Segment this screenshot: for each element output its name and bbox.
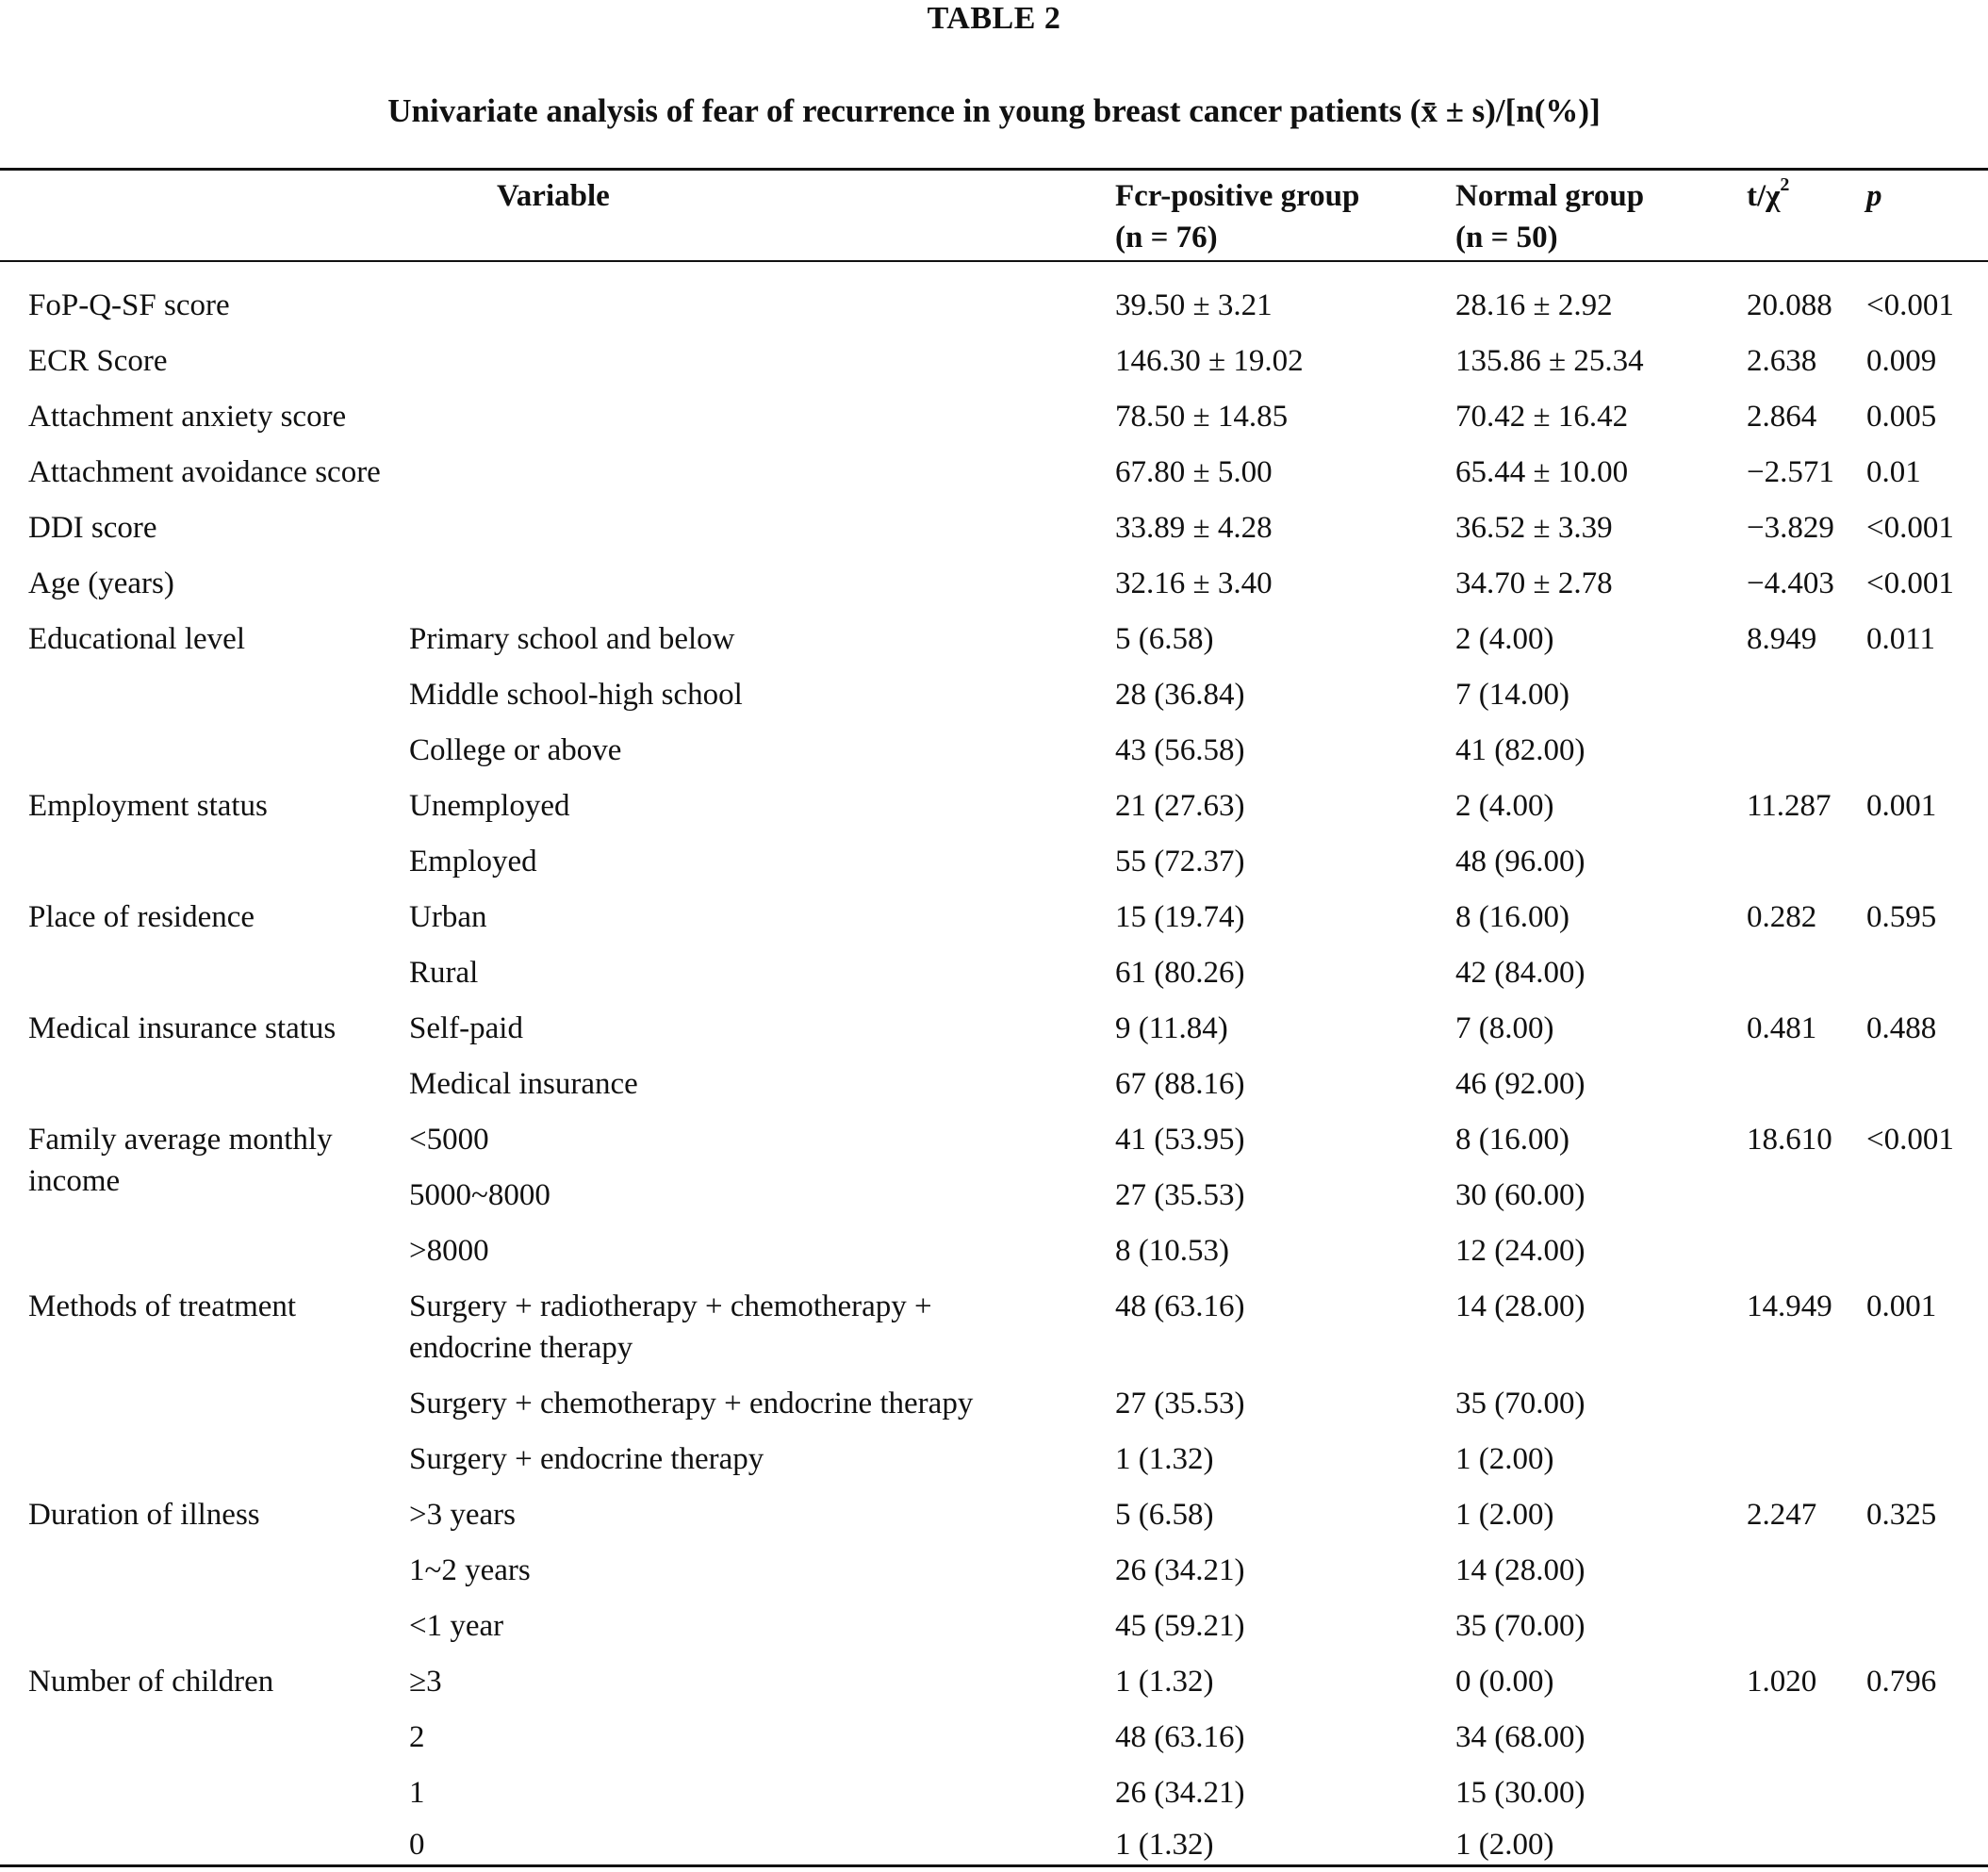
row-emp-level-label: Unemployed: [409, 789, 570, 823]
row-inc-p: <0.001: [1866, 1123, 1954, 1157]
row-child-level-normal: 34 (68.00): [1455, 1720, 1585, 1754]
row-ddi-fcr: 33.89 ± 4.28: [1115, 511, 1273, 545]
row-treat-level-fcr: 1 (1.32): [1115, 1442, 1214, 1476]
row-treat-variable: Methods of treatment: [28, 1289, 297, 1323]
row-fopq-p: <0.001: [1866, 288, 1954, 322]
row-age-p: <0.001: [1866, 567, 1954, 600]
header-fcr-line1: Fcr-positive group: [1115, 179, 1360, 213]
row-inc-level-fcr: 41 (53.95): [1115, 1123, 1245, 1157]
row-ecr-variable: ECR Score: [28, 344, 168, 378]
row-ecr-t: 2.638: [1747, 344, 1817, 378]
row-fopq-fcr: 39.50 ± 3.21: [1115, 288, 1273, 322]
row-age-normal: 34.70 ± 2.78: [1455, 567, 1613, 600]
row-ddi-p: <0.001: [1866, 511, 1954, 545]
header-variable: Variable: [497, 179, 610, 213]
row-child-level-label: 2: [409, 1720, 425, 1754]
row-edu-level-label: College or above: [409, 733, 622, 767]
header-t-sup: 2: [1780, 174, 1790, 195]
row-ins-level-label: Self-paid: [409, 1011, 523, 1045]
row-dur-variable: Duration of illness: [28, 1498, 260, 1532]
row-treat-level-fcr: 27 (35.53): [1115, 1387, 1245, 1420]
table-label: TABLE 2: [927, 1, 1061, 36]
row-treat-p: 0.001: [1866, 1289, 1937, 1323]
row-emp-level-fcr: 55 (72.37): [1115, 845, 1245, 879]
row-avoidance-t: −2.571: [1747, 455, 1834, 489]
row-edu-level-fcr: 28 (36.84): [1115, 678, 1245, 712]
row-child-level-fcr: 1 (1.32): [1115, 1828, 1214, 1862]
row-dur-p: 0.325: [1866, 1498, 1937, 1532]
header-t-base: t/χ: [1747, 179, 1781, 213]
row-dur-level-fcr: 5 (6.58): [1115, 1498, 1214, 1532]
row-child-variable: Number of children: [28, 1665, 274, 1699]
row-treat-level-normal: 35 (70.00): [1455, 1387, 1585, 1420]
header-normal-line2: (n = 50): [1455, 221, 1558, 255]
row-ddi-t: −3.829: [1747, 511, 1834, 545]
row-inc-level-normal: 30 (60.00): [1455, 1178, 1585, 1212]
row-anxiety-fcr: 78.50 ± 14.85: [1115, 400, 1289, 434]
row-dur-level-normal: 14 (28.00): [1455, 1553, 1585, 1587]
row-child-level-label: 0: [409, 1828, 425, 1862]
top-rule: [0, 168, 1988, 171]
row-emp-t: 11.287: [1747, 789, 1832, 823]
row-res-p: 0.595: [1866, 900, 1937, 934]
row-treat-level-label-line1: Surgery + radiotherapy + chemotherapy +: [409, 1289, 932, 1323]
row-res-level-fcr: 61 (80.26): [1115, 956, 1245, 990]
header-t-chi2: [1747, 175, 1789, 217]
row-treat-level-label: Surgery + endocrine therapy: [409, 1442, 764, 1476]
row-avoidance-variable: Attachment avoidance score: [28, 455, 381, 489]
row-child-level-normal: 15 (30.00): [1455, 1776, 1585, 1810]
row-edu-level-fcr: 43 (56.58): [1115, 733, 1245, 767]
row-dur-level-normal: 35 (70.00): [1455, 1609, 1585, 1643]
row-inc-level-label: <5000: [409, 1123, 489, 1157]
row-ecr-fcr: 146.30 ± 19.02: [1115, 344, 1304, 378]
row-child-level-normal: 0 (0.00): [1455, 1665, 1554, 1699]
row-res-level-label: Urban: [409, 900, 487, 934]
row-ecr-normal: 135.86 ± 25.34: [1455, 344, 1644, 378]
row-ins-level-fcr: 67 (88.16): [1115, 1067, 1245, 1101]
row-anxiety-t: 2.864: [1747, 400, 1817, 434]
row-edu-p: 0.011: [1866, 622, 1936, 656]
row-res-level-fcr: 15 (19.74): [1115, 900, 1245, 934]
row-res-level-normal: 8 (16.00): [1455, 900, 1569, 934]
row-emp-level-fcr: 21 (27.63): [1115, 789, 1245, 823]
row-inc-level-normal: 12 (24.00): [1455, 1234, 1585, 1268]
row-inc-level-fcr: 27 (35.53): [1115, 1178, 1245, 1212]
row-child-level-label: ≥3: [409, 1665, 442, 1699]
row-dur-level-label: <1 year: [409, 1609, 504, 1643]
row-dur-level-label: >3 years: [409, 1498, 516, 1532]
table-caption: Univariate analysis of fear of recurrence in young breast cancer patients (x̄ ± s)/[n(%)]: [387, 92, 1601, 129]
header-normal-line1: Normal group: [1455, 179, 1645, 213]
row-ins-p: 0.488: [1866, 1011, 1937, 1045]
header-fcr-line2: (n = 76): [1115, 221, 1218, 255]
row-ins-level-label: Medical insurance: [409, 1067, 638, 1101]
row-child-level-label: 1: [409, 1776, 425, 1810]
row-child-level-fcr: 1 (1.32): [1115, 1665, 1214, 1699]
row-emp-variable: Employment status: [28, 789, 268, 823]
row-edu-level-normal: 41 (82.00): [1455, 733, 1585, 767]
row-age-t: −4.403: [1747, 567, 1834, 600]
row-edu-level-label: Primary school and below: [409, 622, 735, 656]
row-child-p: 0.796: [1866, 1665, 1937, 1699]
row-fopq-normal: 28.16 ± 2.92: [1455, 288, 1613, 322]
row-treat-level-label: Surgery + chemotherapy + endocrine therapy: [409, 1387, 974, 1420]
row-ins-level-normal: 7 (8.00): [1455, 1011, 1554, 1045]
row-dur-level-fcr: 45 (59.21): [1115, 1609, 1245, 1643]
row-age-variable: Age (years): [28, 567, 174, 600]
row-treat-level-label-line2: endocrine therapy: [409, 1331, 633, 1365]
row-child-t: 1.020: [1747, 1665, 1817, 1699]
row-emp-p: 0.001: [1866, 789, 1937, 823]
row-age-fcr: 32.16 ± 3.40: [1115, 567, 1273, 600]
bottom-rule: [0, 1864, 1988, 1867]
row-ecr-p: 0.009: [1866, 344, 1937, 378]
row-child-level-fcr: 26 (34.21): [1115, 1776, 1245, 1810]
row-avoidance-normal: 65.44 ± 10.00: [1455, 455, 1629, 489]
row-dur-t: 2.247: [1747, 1498, 1817, 1532]
row-treat-level-normal: 1 (2.00): [1455, 1442, 1554, 1476]
row-treat-t: 14.949: [1747, 1289, 1832, 1323]
row-ins-level-normal: 46 (92.00): [1455, 1067, 1585, 1101]
row-res-variable: Place of residence: [28, 900, 255, 934]
row-emp-level-normal: 2 (4.00): [1455, 789, 1554, 823]
row-anxiety-p: 0.005: [1866, 400, 1937, 434]
row-treat-level-fcr: 48 (63.16): [1115, 1289, 1245, 1323]
row-inc-level-label: 5000~8000: [409, 1178, 550, 1212]
row-inc-variable-line1: Family average monthly: [28, 1123, 333, 1157]
row-edu-level-fcr: 5 (6.58): [1115, 622, 1214, 656]
row-dur-level-label: 1~2 years: [409, 1553, 531, 1587]
row-ins-variable: Medical insurance status: [28, 1011, 337, 1045]
row-dur-level-normal: 1 (2.00): [1455, 1498, 1554, 1532]
row-ins-level-fcr: 9 (11.84): [1115, 1011, 1228, 1045]
header-p: p: [1866, 179, 1882, 213]
row-edu-level-label: Middle school-high school: [409, 678, 743, 712]
row-child-level-fcr: 48 (63.16): [1115, 1720, 1245, 1754]
row-ddi-normal: 36.52 ± 3.39: [1455, 511, 1613, 545]
row-inc-level-label: >8000: [409, 1234, 489, 1268]
row-emp-level-normal: 48 (96.00): [1455, 845, 1585, 879]
row-edu-variable: Educational level: [28, 622, 245, 656]
row-anxiety-normal: 70.42 ± 16.42: [1455, 400, 1629, 434]
row-ddi-variable: DDI score: [28, 511, 157, 545]
row-inc-level-normal: 8 (16.00): [1455, 1123, 1569, 1157]
row-child-level-normal: 1 (2.00): [1455, 1828, 1554, 1862]
row-fopq-variable: FoP-Q-SF score: [28, 288, 230, 322]
row-inc-t: 18.610: [1747, 1123, 1832, 1157]
row-avoidance-fcr: 67.80 ± 5.00: [1115, 455, 1273, 489]
row-res-t: 0.282: [1747, 900, 1817, 934]
row-avoidance-p: 0.01: [1866, 455, 1921, 489]
row-ins-t: 0.481: [1747, 1011, 1817, 1045]
row-edu-t: 8.949: [1747, 622, 1817, 656]
row-inc-level-fcr: 8 (10.53): [1115, 1234, 1229, 1268]
row-edu-level-normal: 7 (14.00): [1455, 678, 1569, 712]
row-fopq-t: 20.088: [1747, 288, 1832, 322]
row-edu-level-normal: 2 (4.00): [1455, 622, 1554, 656]
row-inc-variable-line2: income: [28, 1164, 121, 1198]
row-res-level-label: Rural: [409, 956, 479, 990]
header-rule: [0, 260, 1988, 262]
row-anxiety-variable: Attachment anxiety score: [28, 400, 347, 434]
row-emp-level-label: Employed: [409, 845, 537, 879]
row-treat-level-normal: 14 (28.00): [1455, 1289, 1585, 1323]
row-res-level-normal: 42 (84.00): [1455, 956, 1585, 990]
row-dur-level-fcr: 26 (34.21): [1115, 1553, 1245, 1587]
